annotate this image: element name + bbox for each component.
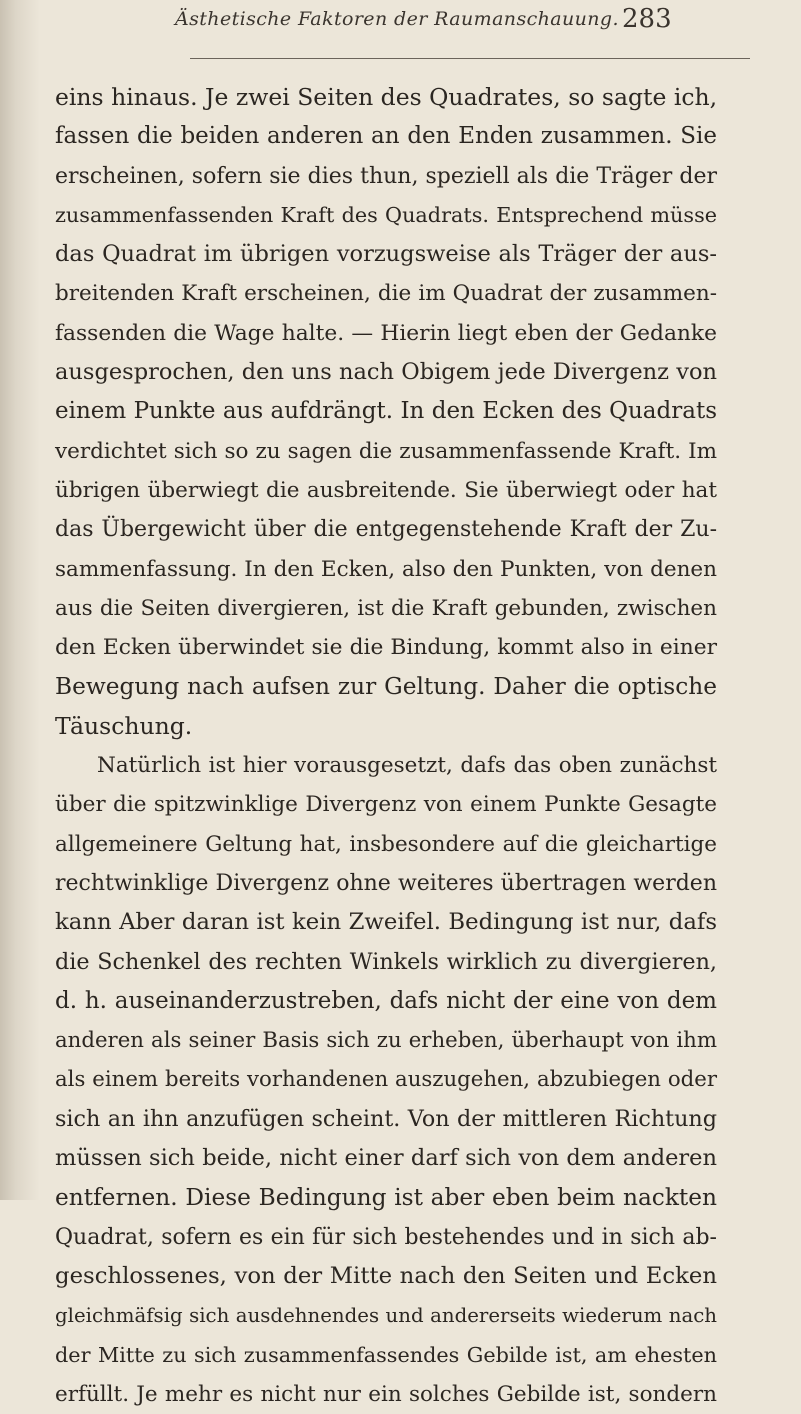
text-line: eins hinaus. Je zwei Seiten des Quadrates, so sagte ich, <box>55 83 718 111</box>
text-line: sich an ihn anzufügen scheint. Von der mittleren Richtung <box>55 1105 717 1132</box>
text-line: einem Punkte aus aufdrängt. In den Ecken des Quadrats <box>55 398 717 425</box>
text-line: breitenden Kraft erscheinen, die im Quadrat der zusammen- <box>55 281 717 307</box>
text-line: kann Aber daran ist kein Zweifel. Bedingung ist nur, dafs <box>55 909 717 936</box>
text-line: müssen sich beide, nicht einer darf sich von dem anderen <box>55 1145 717 1172</box>
page-number: 283 <box>622 4 672 34</box>
running-title: Ästhetische Faktoren der Raumanschauung. <box>175 8 619 30</box>
text-line: ausgesprochen, den uns nach Obigem jede Divergenz von <box>55 359 717 386</box>
text-line: der Mitte zu sich zusammenfassendes Gebilde ist, am ehesten <box>55 1342 717 1367</box>
text-line: aus die Seiten divergieren, ist die Kraft gebunden, zwischen <box>55 595 717 621</box>
text-line: Bewegung nach aufsen zur Geltung. Daher die optische <box>55 673 717 701</box>
text-line: Täuschung. <box>55 711 193 740</box>
text-line: rechtwinklige Divergenz ohne weiteres übertragen werden <box>55 870 717 896</box>
text-line: geschlossenes, von der Mitte nach den Seiten und Ecken <box>55 1262 717 1289</box>
text-line: Natürlich ist hier vorausgesetzt, dafs das oben zunächst <box>97 753 717 779</box>
body-text <box>55 78 717 1414</box>
text-line: allgemeinere Geltung hat, insbesondere auf die gleichartige <box>55 831 717 857</box>
text-line: d. h. auseinanderzustreben, dafs nicht der eine von dem <box>55 987 717 1014</box>
text-line: zusammenfassenden Kraft des Quadrats. Entsprechend müsse <box>55 202 717 227</box>
text-line: erfüllt. Je mehr es nicht nur ein solches Gebilde ist, sondern <box>55 1381 717 1407</box>
text-line: fassenden die Wage halte. — Hierin liegt eben der Gedanke <box>55 320 717 346</box>
text-line: erscheinen, sofern sie dies thun, speziell als die Träger der <box>55 163 717 189</box>
text-line: verdichtet sich so zu sagen die zusammenfassende Kraft. Im <box>55 438 717 464</box>
text-line: das Übergewicht über die entgegenstehende Kraft der Zu- <box>55 517 717 543</box>
header-rule <box>190 58 750 59</box>
text-line: übrigen überwiegt die ausbreitende. Sie überwiegt oder hat <box>55 477 717 503</box>
text-line: über die spitzwinklige Divergenz von einem Punkte Gesagte <box>55 792 717 818</box>
text-line: gleichmäfsig sich ausdehnendes und andererseits wiederum nach <box>55 1304 717 1328</box>
text-line: fassen die beiden anderen an den Enden zusammen. Sie <box>55 123 717 150</box>
text-line: anderen als seiner Basis sich zu erheben, überhaupt von ihm <box>55 1028 717 1054</box>
text-line: als einem bereits vorhandenen auszugehen, abzubiegen oder <box>55 1067 717 1093</box>
text-line: sammenfassung. In den Ecken, also den Punkten, von denen <box>55 556 717 582</box>
text-line: das Quadrat im übrigen vorzugsweise als Träger der aus- <box>55 241 717 268</box>
text-line: die Schenkel des rechten Winkels wirklich zu divergieren, <box>55 948 717 975</box>
text-line: den Ecken überwindet sie die Bindung, kommt also in einer <box>55 635 717 661</box>
text-line: Quadrat, sofern es ein für sich bestehendes und in sich ab- <box>55 1224 717 1250</box>
text-line: entfernen. Diese Bedingung ist aber eben beim nackten <box>55 1184 717 1212</box>
